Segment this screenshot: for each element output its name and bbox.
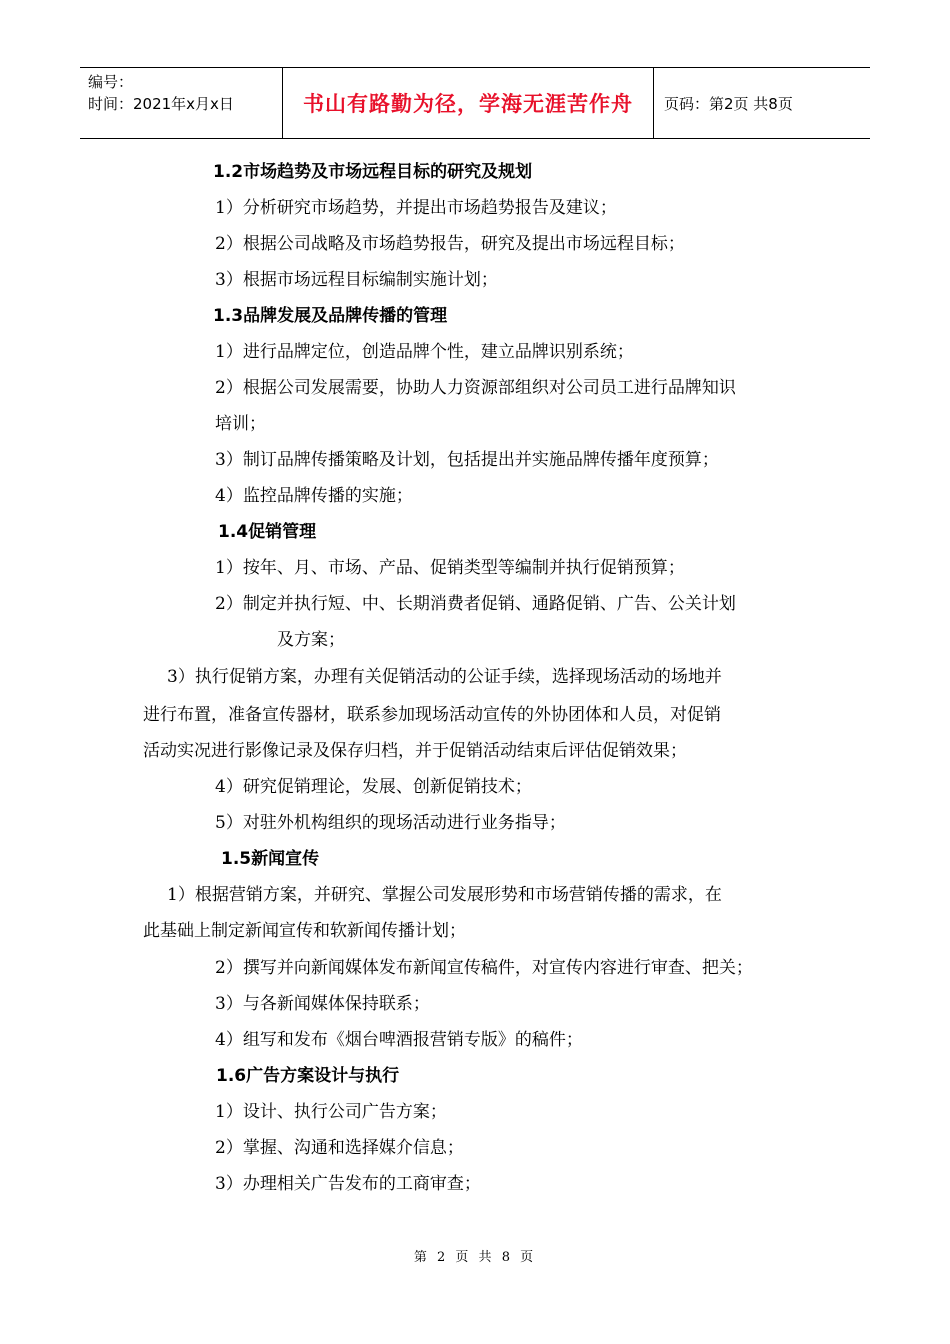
- header-info: [80, 68, 282, 138]
- paragraph-line: 2）根据公司发展需要，协助人力资源部组织对公司员工进行品牌知识: [215, 378, 736, 398]
- paragraph-line: 2）制定并执行短、中、长期消费者促销、通路促销、广告、公关计划: [215, 594, 736, 614]
- section-heading: 1.6广告方案设计与执行: [216, 1066, 400, 1086]
- section-heading: 1.2市场趋势及市场远程目标的研究及规划: [213, 162, 533, 182]
- paragraph-line: 1）设计、执行公司广告方案；: [215, 1102, 447, 1122]
- paragraph-line: 4）组写和发布《烟台啤酒报营销专版》的稿件；: [215, 1030, 583, 1050]
- paragraph-line: 4）研究促销理论，发展、创新促销技术；: [215, 777, 532, 797]
- section-heading: 1.5新闻宣传: [221, 849, 320, 869]
- page-header: [80, 67, 870, 139]
- paragraph-line: 1）按年、月、市场、产品、促销类型等编制并执行促销预算；: [215, 558, 685, 578]
- page-footer: 第 2 页 共 8 页: [413, 1250, 537, 1265]
- paragraph-line: 2）掌握、沟通和选择媒介信息；: [215, 1138, 464, 1158]
- paragraph-line: 1）进行品牌定位，创造品牌个性，建立品牌识别系统；: [215, 342, 634, 362]
- paragraph-line: 2）根据公司战略及市场趋势报告，研究及提出市场远程目标；: [215, 234, 685, 254]
- paragraph-line: 1）根据营销方案，并研究、掌握公司发展形势和市场营销传播的需求，在: [167, 885, 722, 905]
- number-label: 编号：: [88, 73, 134, 91]
- paragraph-line: 4）监控品牌传播的实施；: [215, 486, 413, 506]
- paragraph-line: 3）制订品牌传播策略及计划，包括提出并实施品牌传播年度预算；: [215, 450, 719, 470]
- paragraph-line: 1）分析研究市场趋势，并提出市场趋势报告及建议；: [215, 198, 617, 218]
- paragraph-line: 进行布置，准备宣传器材，联系参加现场活动宣传的外协团体和人员，对促销: [143, 705, 721, 725]
- header-page-number: 页码：第2页 共8页: [664, 94, 793, 113]
- paragraph-line: 及方案；: [277, 630, 345, 650]
- paragraph-line: 培训；: [215, 414, 266, 434]
- paragraph-line: 3）与各新闻媒体保持联系；: [215, 994, 430, 1014]
- paragraph-line: 3）根据市场远程目标编制实施计划；: [215, 270, 498, 290]
- header-motto: 书山有路勤为径，学海无涯苦作舟: [282, 68, 654, 138]
- section-heading: 1.3品牌发展及品牌传播的管理: [213, 306, 448, 326]
- paragraph-line: 3）执行促销方案，办理有关促销活动的公证手续，选择现场活动的场地并: [167, 667, 722, 687]
- paragraph-line: 2）撰写并向新闻媒体发布新闻宣传稿件，对宣传内容进行审查、把关；: [215, 958, 753, 978]
- paragraph-line: 此基础上制定新闻宣传和软新闻传播计划；: [143, 921, 466, 941]
- section-heading: 1.4促销管理: [218, 522, 317, 542]
- time-label: 时间：2021年x月x日: [88, 95, 234, 113]
- paragraph-line: 5）对驻外机构组织的现场活动进行业务指导；: [215, 813, 566, 833]
- paragraph-line: 活动实况进行影像记录及保存归档，并于促销活动结束后评估促销效果；: [143, 741, 687, 761]
- paragraph-line: 3）办理相关广告发布的工商审查；: [215, 1174, 481, 1194]
